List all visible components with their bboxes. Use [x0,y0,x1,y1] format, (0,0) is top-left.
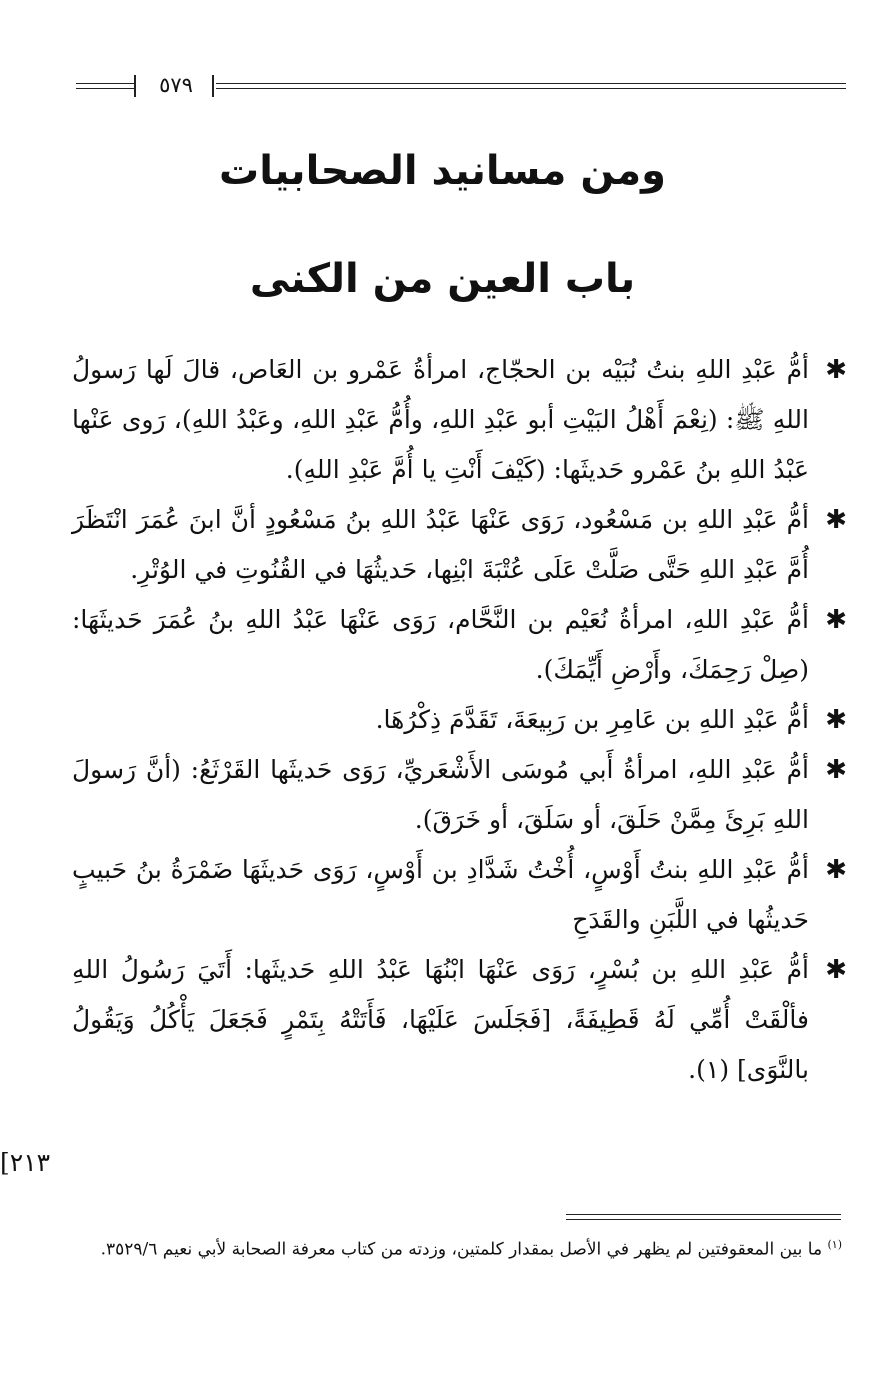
asterisk-icon [825,845,847,895]
entry-text: أمُّ عَبْدِ اللهِ، امرأةُ نُعَيْم بن النَّحَّام، رَوَى عَنْهَا عَبْدُ اللهِ بنُ عُمَرَ حَديثَهَا: (صِلْ رَحِمَكَ، وأَرْضِ أَيِّمَكَ). [72,605,809,684]
header-tick [134,75,136,97]
asterisk-icon [825,695,847,745]
entry-text: أمُّ عَبْدِ اللهِ بن عَامِرِ بن رَبِيعَةَ، تَقَدَّمَ ذِكْرُهَا. [375,705,809,734]
page-number: ٥٧٩ [159,73,193,97]
asterisk-icon [825,595,847,645]
entry [72,495,847,595]
asterisk-icon [825,745,847,795]
asterisk-icon [825,495,847,545]
entry [72,345,847,495]
chapter-title: باب العين من الكنى [249,256,636,302]
entry [72,745,847,845]
footnote-marker: (١) [827,1238,842,1251]
asterisk-icon [825,345,847,395]
entry-text: أمُّ عَبْدِ اللهِ بنتُ نُبَيْه بن الحجّاج، امرأةُ عَمْرو بن العَاص، قالَ لَها رَسولُ اللهِ ﷺ: (نِعْمَ أَهْلُ البَيْتِ أبو عَبْدِ اللهِ، وأُمُّ عَبْدِ اللهِ، وعَبْدُ اللهِ)، رَوى عَنْها عَبْدُ اللهِ بنُ عَمْرو حَديثَها: (كَيْفَ أَنْتِ يا أُمَّ عَبْدِ اللهِ). [72,355,809,484]
footnote [70,1228,842,1267]
entry [72,595,847,695]
footnote-separator [566,1219,841,1220]
entry [72,695,847,745]
entries-list [72,345,847,1095]
entry-text: أمُّ عَبْدِ اللهِ بنتُ أَوْسٍ، أُخْتُ شَدَّادِ بن أَوْسٍ، رَوَى حَديثَهَا ضَمْرَةُ بنُ حَبيبٍ حَديثُها في اللَّبَنِ والقَدَحِ [72,855,809,934]
header-tick [212,75,214,97]
entry-text: أمُّ عَبْدِ اللهِ، امرأةُ أَبي مُوسَى الأَشْعَريِّ، رَوَى حَديثَها القَرْثَعُ: (أنَّ رَسولَ اللهِ بَرِئَ مِمَّنْ حَلَقَ، أو سَلَقَ، أو خَرَقَ). [72,755,809,834]
section-title: ومن مسانيد الصحابيات [219,148,666,194]
margin-page-reference: ٢١٣] [0,1148,51,1177]
footnote-text: ما بين المعقوفتين لم يظهر في الأصل بمقدار كلمتين، وزدته من كتاب معرفة الصحابة لأبي نعيم ٣٥٢٩/٦. [100,1239,823,1260]
running-header [76,74,846,100]
header-rule-right [216,83,846,89]
asterisk-icon [825,945,847,995]
entry [72,945,847,1095]
entry-text: أمُّ عَبْدِ اللهِ بن مَسْعُود، رَوَى عَنْهَا عَبْدُ اللهِ بنُ مَسْعُودٍ أنَّ ابنَ عُمَرَ انْتَظَرَ أُمَّ عَبْدِ اللهِ حَتَّى صَلَّتْ عَلَى عُتْبَةَ ابْنِها، حَديثُهَا في القُنُوتِ في الوُتْرِ. [72,505,809,584]
header-rule-left [76,83,134,89]
footnote-separator [566,1214,841,1215]
entry-text: أمُّ عَبْدِ اللهِ بن بُسْرٍ، رَوَى عَنْهَا ابْنُهَا عَبْدُ اللهِ حَديثَها: أَتَيَ رَسُولُ اللهِ فألْقَتْ أُمِّي لَهُ قَطِيفَةً، [فَجَلَسَ عَلَيْهَا، فَأَتَتْهُ بِتَمْرٍ فَجَعَلَ يَأْكُلُ وَيَقُولُ بالنَّوَى] (١). [72,955,809,1084]
entry [72,845,847,945]
